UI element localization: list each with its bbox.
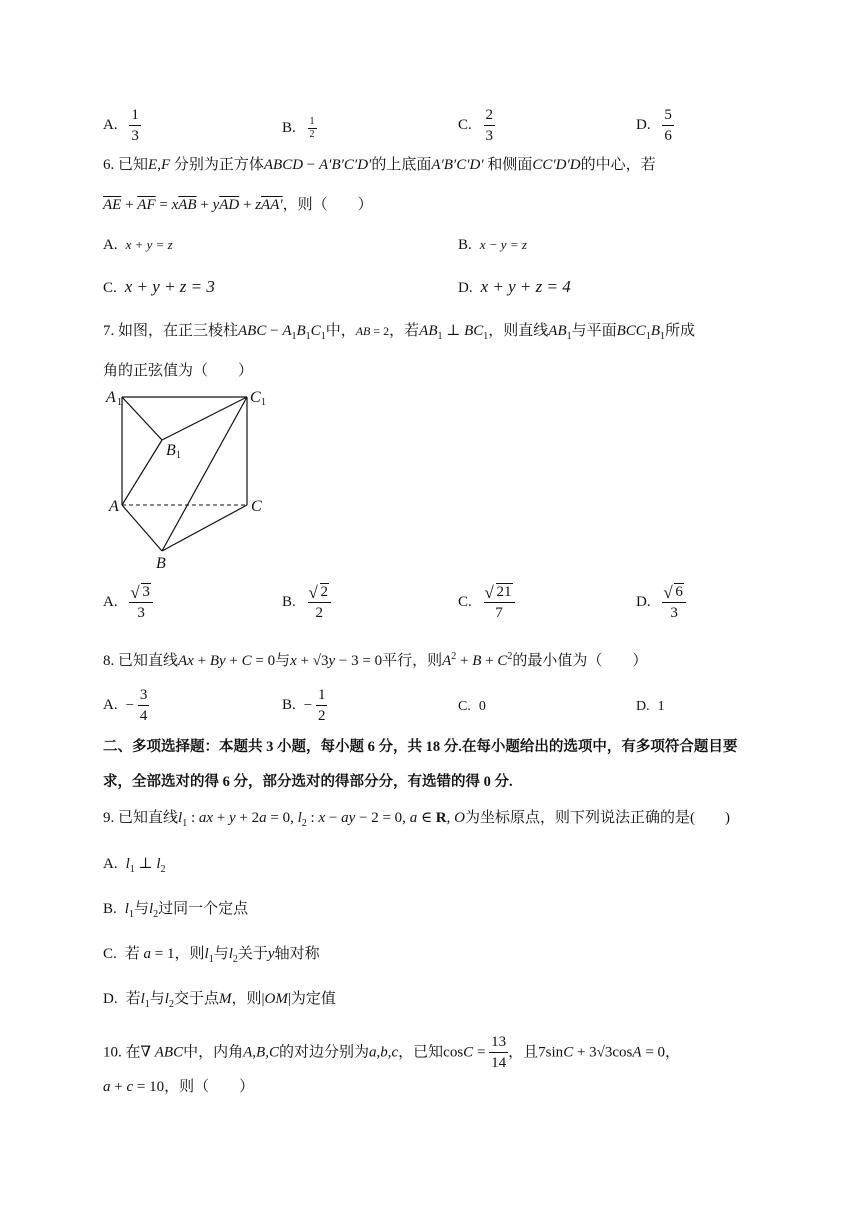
q9-option-d[interactable]: D. 若$l_1$与$l_2$交于点M，则|OM|为定值 [103,991,336,1010]
q6-option-c[interactable]: C. x + y + z = 3 [103,277,215,296]
q7-stem-line1: 7. 如图，在正三棱柱ABC − $A_1B_1C_1$中，AB = 2，若$AB_1$ ⊥ $BC_1$，则直线$AB_1$与平面$BCC_1B_1$所成 [103,323,696,342]
q6-option-b[interactable]: B. x − y = z [458,237,527,253]
edge-ab1 [122,440,162,505]
edge-b1c1 [162,397,247,440]
label-b: B [156,555,166,572]
q6-option-a[interactable]: A. x + y = z [103,237,173,253]
fraction: $\frac{1}{2}$ [317,687,326,724]
fraction: √ $\frac{2}{2}$ [308,585,332,621]
q7-option-d[interactable]: D. √ $\frac{6}{3}$ [636,585,686,621]
q9-option-b[interactable]: B. $l_1$与$l_2$过同一个定点 [103,901,249,920]
fraction: √ $\frac{6}{3}$ [662,585,686,621]
question-number: 6. [103,157,115,173]
q5-option-c[interactable] [458,108,495,144]
q10-stem-line2: a + c = 10，则（ ） [103,1079,255,1095]
option-label: C. [458,117,472,134]
q7-option-b[interactable]: B. √ $\frac{2}{2}$ [282,585,331,621]
label-a1: A [106,389,116,406]
fraction: $\frac{3}{4}$ [139,687,148,724]
q8-option-c[interactable]: C. 0 [458,699,486,714]
q8-option-d[interactable]: D. 1 [636,699,665,714]
prism-diagram [100,385,285,575]
label-c: C [251,498,262,515]
q5-option-b[interactable] [282,117,317,140]
option-label: D. [636,117,651,134]
q8-option-a[interactable]: A. − $\frac{3}{4}$ [103,687,148,724]
fraction: $\frac{2}{3}$ [485,107,494,144]
label-b1: B [166,442,176,459]
q6-stem-line1: 6. 已知E,F 分别为正方体ABCD − A′B′C′D′的上底面A′B′C′D′ 和侧面CC′D′D的中心，若 [103,157,656,173]
fraction: √ $\frac{3}{3}$ [129,585,153,621]
q7-stem-line2: 角的正弦值为（ ） [103,363,254,379]
edge-ab [122,505,162,551]
label-a: A [109,498,119,515]
svg-text:1: 1 [176,450,181,461]
q9-stem: 9. 已知直线$l_1$ : ax + y + 2a = 0, $l_2$ : x − ay − 2 = 0, a ∈ R, O为坐标原点，则下列说法正确的是( ) [103,810,730,829]
section2-heading-line1: 二、多项选择题：本题共 3 小题，每小题 6 分，共 18 分.在每小题给出的选项中，有多项符合题目要 [103,739,738,755]
svg-text:1: 1 [261,397,266,408]
fraction: $\frac{13}{14}$ [491,1034,507,1071]
q9-option-a[interactable]: A. $l_1$ ⊥ $l_2$ [103,856,166,875]
fraction: $\frac{1}{2}$ [309,116,315,140]
q8-option-b[interactable]: B. − $\frac{1}{2}$ [282,687,326,724]
fraction: $\frac{5}{6}$ [664,107,672,144]
fraction: $\frac{1}{3}$ [131,107,139,144]
label-c1: C [250,389,261,406]
option-label: B. [282,119,296,136]
svg-text:1: 1 [117,397,122,408]
fraction: √ $\frac{21}{7}$ [484,585,515,621]
section2-heading-line2: 求，全部选对的得 6 分，部分选对的得部分分，有选错的得 0 分. [103,774,513,790]
edge-a1b1 [122,397,162,440]
q7-option-c[interactable]: C. √ $\frac{21}{7}$ [458,585,515,621]
q7-option-a[interactable]: A. √ $\frac{3}{3}$ [103,585,153,621]
option-label: A. [103,117,118,134]
q5-option-d[interactable] [636,108,674,144]
q9-option-c[interactable]: C. 若 a = 1，则$l_1$与$l_2$关于y轴对称 [103,946,320,965]
q6-option-d[interactable]: D. x + y + z = 4 [458,277,571,296]
q10-stem-line1: 10. 在∇ ABC中，内角A,B,C的对边分别为a,b,c，已知cosC = $\frac{13}{14}$ ，且7sinC + 3√3cosA = 0， [103,1034,681,1071]
q5-option-a[interactable] [103,108,141,144]
q8-stem: 8. 已知直线Ax + By + C = 0与x + √3y − 3 = 0平行，则$A^2 + B + C^2$的最小值为（ ） [103,651,648,669]
q6-stem-line2: $\overline{AE} + \overline{AF} = x\overline{AB} + y\overline{AD} + zAA'$，则（ ） [103,197,373,213]
